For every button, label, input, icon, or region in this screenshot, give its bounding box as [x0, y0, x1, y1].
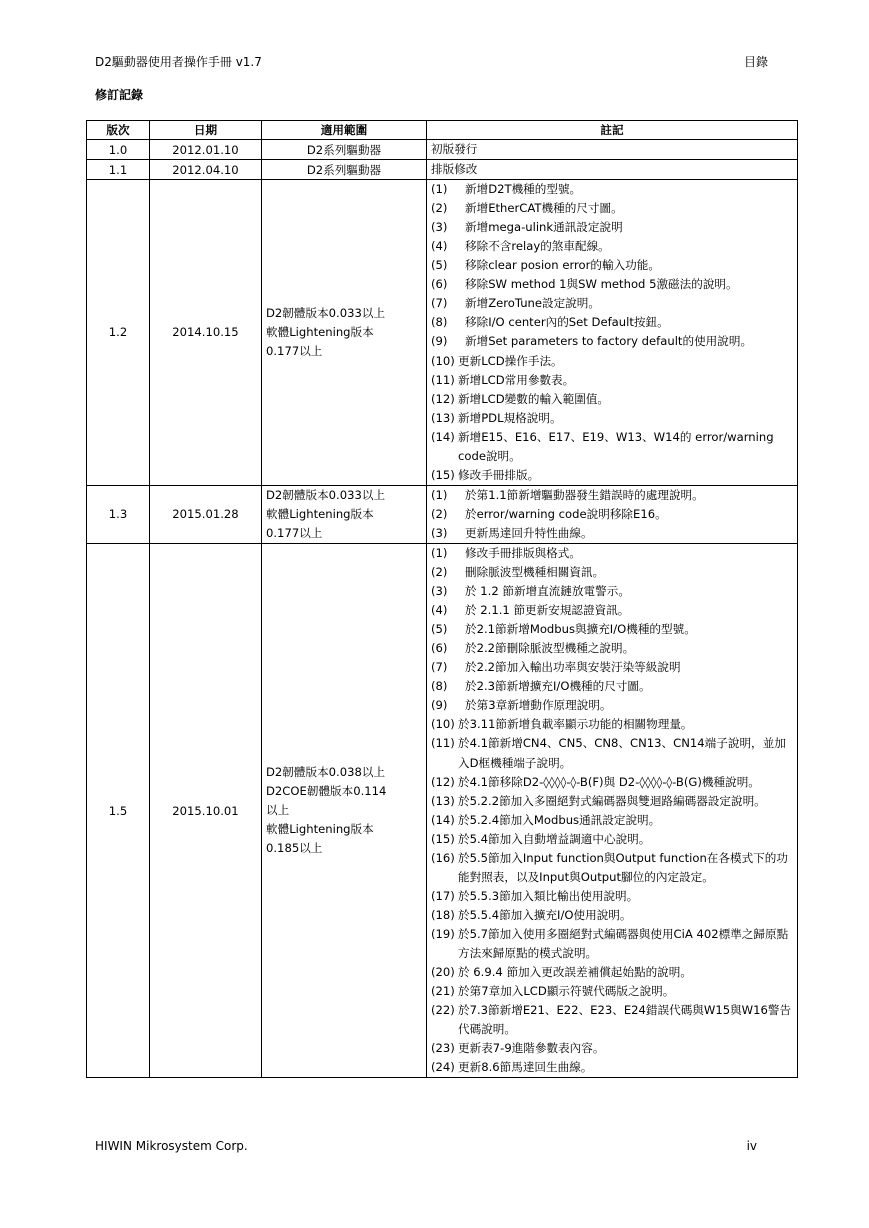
note-item [431, 1001, 793, 1039]
note-item [431, 658, 793, 677]
date-cell: 2015.01.28 [150, 485, 262, 543]
note-item [431, 906, 793, 925]
note-number: (3) [431, 584, 448, 599]
note-item [431, 371, 793, 390]
note-number: (3) [431, 220, 448, 235]
note-item [431, 332, 793, 351]
note-text: 於2.2節加入輸出功率與安裝汙染等級說明 [465, 660, 681, 675]
note-item [431, 486, 793, 505]
table-row [87, 160, 798, 180]
note-text: 新增D2T機種的型號。 [465, 182, 582, 197]
note-number: (5) [431, 258, 448, 273]
note-text: 更新表7-9進階參數表內容。 [458, 1041, 605, 1056]
note-number: (13) [431, 793, 455, 808]
scope-line: 0.177以上 [266, 343, 323, 358]
scope-line: 0.177以上 [266, 525, 323, 540]
note-text: 移除I/O center內的Set Default按鈕。 [465, 315, 669, 330]
note-item [431, 390, 793, 409]
header-manual-title: D2驅動器使用者操作手冊 v1.7 [95, 55, 262, 69]
footer-page-number: iv [746, 1139, 757, 1153]
column-header-notes: 註記 [427, 121, 798, 140]
scope-line: D2韌體版本0.033以上 [266, 305, 386, 320]
note-number: (20) [431, 965, 455, 980]
note-number: (2) [431, 565, 448, 580]
date-cell: 2012.01.10 [150, 140, 262, 160]
note-text: 於 2.1.1 節更新安規認證資訊。 [465, 603, 630, 618]
note-text: 移除clear posion error的輸入功能。 [465, 258, 660, 273]
note-item [431, 563, 793, 582]
date-cell: 2015.10.01 [150, 543, 262, 1077]
note-text: 於4.1節移除D2-◊◊◊◊-◊-B(F)與 D2-◊◊◊◊-◊-B(G)機種說明。 [458, 774, 760, 789]
note-text: 新增mega-ulink通訊設定說明 [465, 220, 623, 235]
scope-cell [262, 160, 427, 180]
note-text: 於2.3節新增擴充I/O機種的尺寸圖。 [465, 679, 651, 694]
note-number: (10) [431, 717, 455, 732]
note-item [431, 294, 793, 313]
note-number: (23) [431, 1041, 455, 1056]
note-text: 於error/warning code說明移除E16。 [465, 506, 667, 521]
note-item [431, 524, 793, 543]
note-text: 新增ZeroTune設定說明。 [465, 296, 600, 311]
note-item [431, 275, 793, 294]
note-item [431, 428, 793, 466]
note-item [431, 466, 793, 485]
note-text: 修改手冊排版與格式。 [465, 545, 581, 560]
note-text: 於5.5.3節加入類比輸出使用說明。 [458, 888, 639, 903]
note-number: (12) [431, 774, 455, 789]
note-text: 於5.5節加入Input function與Output function在各模式下的功能對照表，以及Input與Output腳位的內定設定。 [458, 850, 788, 884]
table-row [87, 180, 798, 486]
note-item [431, 811, 793, 830]
note-text: 於5.2.4節加入Modbus通訊設定說明。 [458, 812, 661, 827]
note-text: 於第7章加入LCD顯示符號代碼版之說明。 [458, 984, 675, 999]
note-item [431, 601, 793, 620]
note-number: (6) [431, 641, 448, 656]
note-text: 新增EtherCAT機種的尺寸圖。 [465, 201, 623, 216]
note-number: (2) [431, 201, 448, 216]
note-number: (13) [431, 410, 455, 425]
note-number: (16) [431, 850, 455, 865]
note-number: (7) [431, 660, 448, 675]
note-item [431, 887, 793, 906]
note-item [431, 544, 793, 563]
scope-line: 軟體Lightening版本 [266, 822, 374, 837]
scope-line: 0.185以上 [266, 841, 323, 856]
note-item [431, 1039, 793, 1058]
note-text: 於5.2.2節加入多圈絕對式編碼器與雙迴路編碼器設定說明。 [458, 793, 766, 808]
column-header-version: 版次 [87, 121, 150, 140]
note-item [431, 237, 793, 256]
note-text: 新增Set parameters to factory default的使用說明。 [465, 334, 753, 349]
note-text: 於7.3節新增E21、E22、E23、E24錯誤代碼與W15與W16警告代碼說明。 [458, 1003, 792, 1037]
note-text: 於 6.9.4 節加入更改誤差補償起始點的說明。 [458, 965, 692, 980]
note-number: (4) [431, 603, 448, 618]
note-text: 於第3章新增動作原理說明。 [465, 698, 612, 713]
note-item [431, 734, 793, 772]
note-text: 於5.5.4節加入擴充I/O使用說明。 [458, 907, 632, 922]
note-item [431, 925, 793, 963]
note-number: (14) [431, 429, 455, 444]
note-number: (22) [431, 1003, 455, 1018]
notes-cell [427, 180, 798, 486]
scope-line: D2COE韌體版本0.114 [266, 784, 387, 799]
scope-cell [262, 180, 427, 486]
note-text: 於3.11節新增負載率顯示功能的相關物理量。 [458, 717, 693, 732]
note-text: 新增PDL規格說明。 [458, 410, 562, 425]
table-row [87, 543, 798, 1077]
note-item [431, 715, 793, 734]
note-number: (6) [431, 277, 448, 292]
note-number: (7) [431, 296, 448, 311]
note-text: 更新LCD操作手法。 [458, 353, 563, 368]
note-number: (24) [431, 1060, 455, 1075]
note-number: (9) [431, 334, 448, 349]
note-text: 移除不含relay的煞車配線。 [465, 239, 610, 254]
note-number: (18) [431, 907, 455, 922]
table-header-row [87, 121, 798, 140]
scope-cell [262, 485, 427, 543]
note-item [431, 160, 793, 179]
note-item [431, 199, 793, 218]
note-item [431, 963, 793, 982]
column-header-date: 日期 [150, 121, 262, 140]
note-item [431, 639, 793, 658]
scope-line: 軟體Lightening版本 [266, 506, 374, 521]
note-item [431, 180, 793, 199]
note-item [431, 352, 793, 371]
scope-cell [262, 140, 427, 160]
note-number: (11) [431, 736, 455, 751]
note-item [431, 218, 793, 237]
note-item [431, 313, 793, 332]
note-text: 於5.7節加入使用多圈絕對式編碼器與使用CiA 402標準之歸原點方法來歸原點的模式說明。 [458, 926, 789, 960]
note-number: (15) [431, 831, 455, 846]
note-item [431, 849, 793, 887]
note-item [431, 792, 793, 811]
note-text: 新增LCD常用參數表。 [458, 372, 575, 387]
note-text: 初版發行 [431, 142, 478, 156]
notes-cell [427, 485, 798, 543]
note-number: (8) [431, 679, 448, 694]
version-cell: 1.5 [87, 543, 150, 1077]
table-row [87, 140, 798, 160]
note-item [431, 505, 793, 524]
note-text: 新增LCD變數的輸入範圍值。 [458, 391, 610, 406]
note-item [431, 582, 793, 601]
date-cell: 2014.10.15 [150, 180, 262, 486]
note-number: (12) [431, 391, 455, 406]
note-number: (15) [431, 467, 455, 482]
note-number: (10) [431, 353, 455, 368]
note-text: 刪除脈波型機種相關資訊。 [465, 565, 605, 580]
note-number: (21) [431, 984, 455, 999]
note-number: (14) [431, 812, 455, 827]
note-item [431, 1058, 793, 1077]
note-item [431, 773, 793, 792]
note-number: (5) [431, 622, 448, 637]
version-cell: 1.3 [87, 485, 150, 543]
scope-line: D2系列驅動器 [306, 162, 382, 177]
note-text: 修改手冊排版。 [458, 467, 540, 482]
notes-cell [427, 543, 798, 1077]
date-cell: 2012.04.10 [150, 160, 262, 180]
note-text: 排版修改 [431, 162, 478, 177]
note-number: (4) [431, 239, 448, 254]
note-text: 更新馬達回升特性曲線。 [465, 525, 593, 540]
note-item [431, 830, 793, 849]
note-item [431, 677, 793, 696]
note-item [431, 982, 793, 1001]
note-text: 於2.1節新增Modbus與擴充I/O機種的型號。 [465, 622, 696, 637]
note-number: (3) [431, 525, 448, 540]
note-number: (8) [431, 315, 448, 330]
note-item [431, 620, 793, 639]
note-text: 於 1.2 節新增直流鏈放電警示。 [465, 584, 630, 599]
scope-line: 以上 [266, 803, 290, 818]
page-title: 修訂記錄 [95, 88, 144, 102]
scope-cell [262, 543, 427, 1077]
note-number: (2) [431, 506, 448, 521]
revision-table [86, 120, 798, 1078]
version-cell: 1.2 [87, 180, 150, 486]
header-section-label: 目錄 [743, 55, 768, 69]
footer-company: HIWIN Mikrosystem Corp. [95, 1139, 248, 1153]
note-number: (11) [431, 372, 455, 387]
column-header-scope: 適用範圍 [262, 121, 427, 140]
note-number: (9) [431, 698, 448, 713]
note-text: 移除SW method 1與SW method 5激磁法的說明。 [465, 277, 738, 292]
note-number: (1) [431, 182, 448, 197]
version-cell: 1.0 [87, 140, 150, 160]
note-text: 於4.1節新增CN4、CN5、CN8、CN13、CN14端子說明，並加入D框機種端子說明。 [458, 736, 786, 770]
note-number: (19) [431, 926, 455, 941]
note-number: (17) [431, 888, 455, 903]
note-text: 於2.2節刪除脈波型機種之說明。 [465, 641, 635, 656]
note-number: (1) [431, 545, 448, 560]
note-text: 於第1.1節新增驅動器發生錯誤時的處理說明。 [465, 487, 704, 502]
table-row [87, 485, 798, 543]
note-text: 於5.4節加入自動增益調適中心說明。 [458, 831, 651, 846]
note-item [431, 256, 793, 275]
scope-line: D2韌體版本0.038以上 [266, 765, 386, 780]
scope-line: D2系列驅動器 [306, 142, 382, 157]
version-cell: 1.1 [87, 160, 150, 180]
notes-cell [427, 160, 798, 180]
note-text: 更新8.6節馬達回生曲線。 [458, 1060, 593, 1075]
note-item [431, 696, 793, 715]
note-item [431, 140, 793, 159]
scope-line: D2韌體版本0.033以上 [266, 487, 386, 502]
revision-table-body [87, 140, 798, 1078]
note-item [431, 409, 793, 428]
notes-cell [427, 140, 798, 160]
scope-line: 軟體Lightening版本 [266, 324, 374, 339]
note-text: 新增E15、E16、E17、E19、W13、W14的 error/warning code說明。 [458, 429, 774, 463]
note-number: (1) [431, 487, 448, 502]
